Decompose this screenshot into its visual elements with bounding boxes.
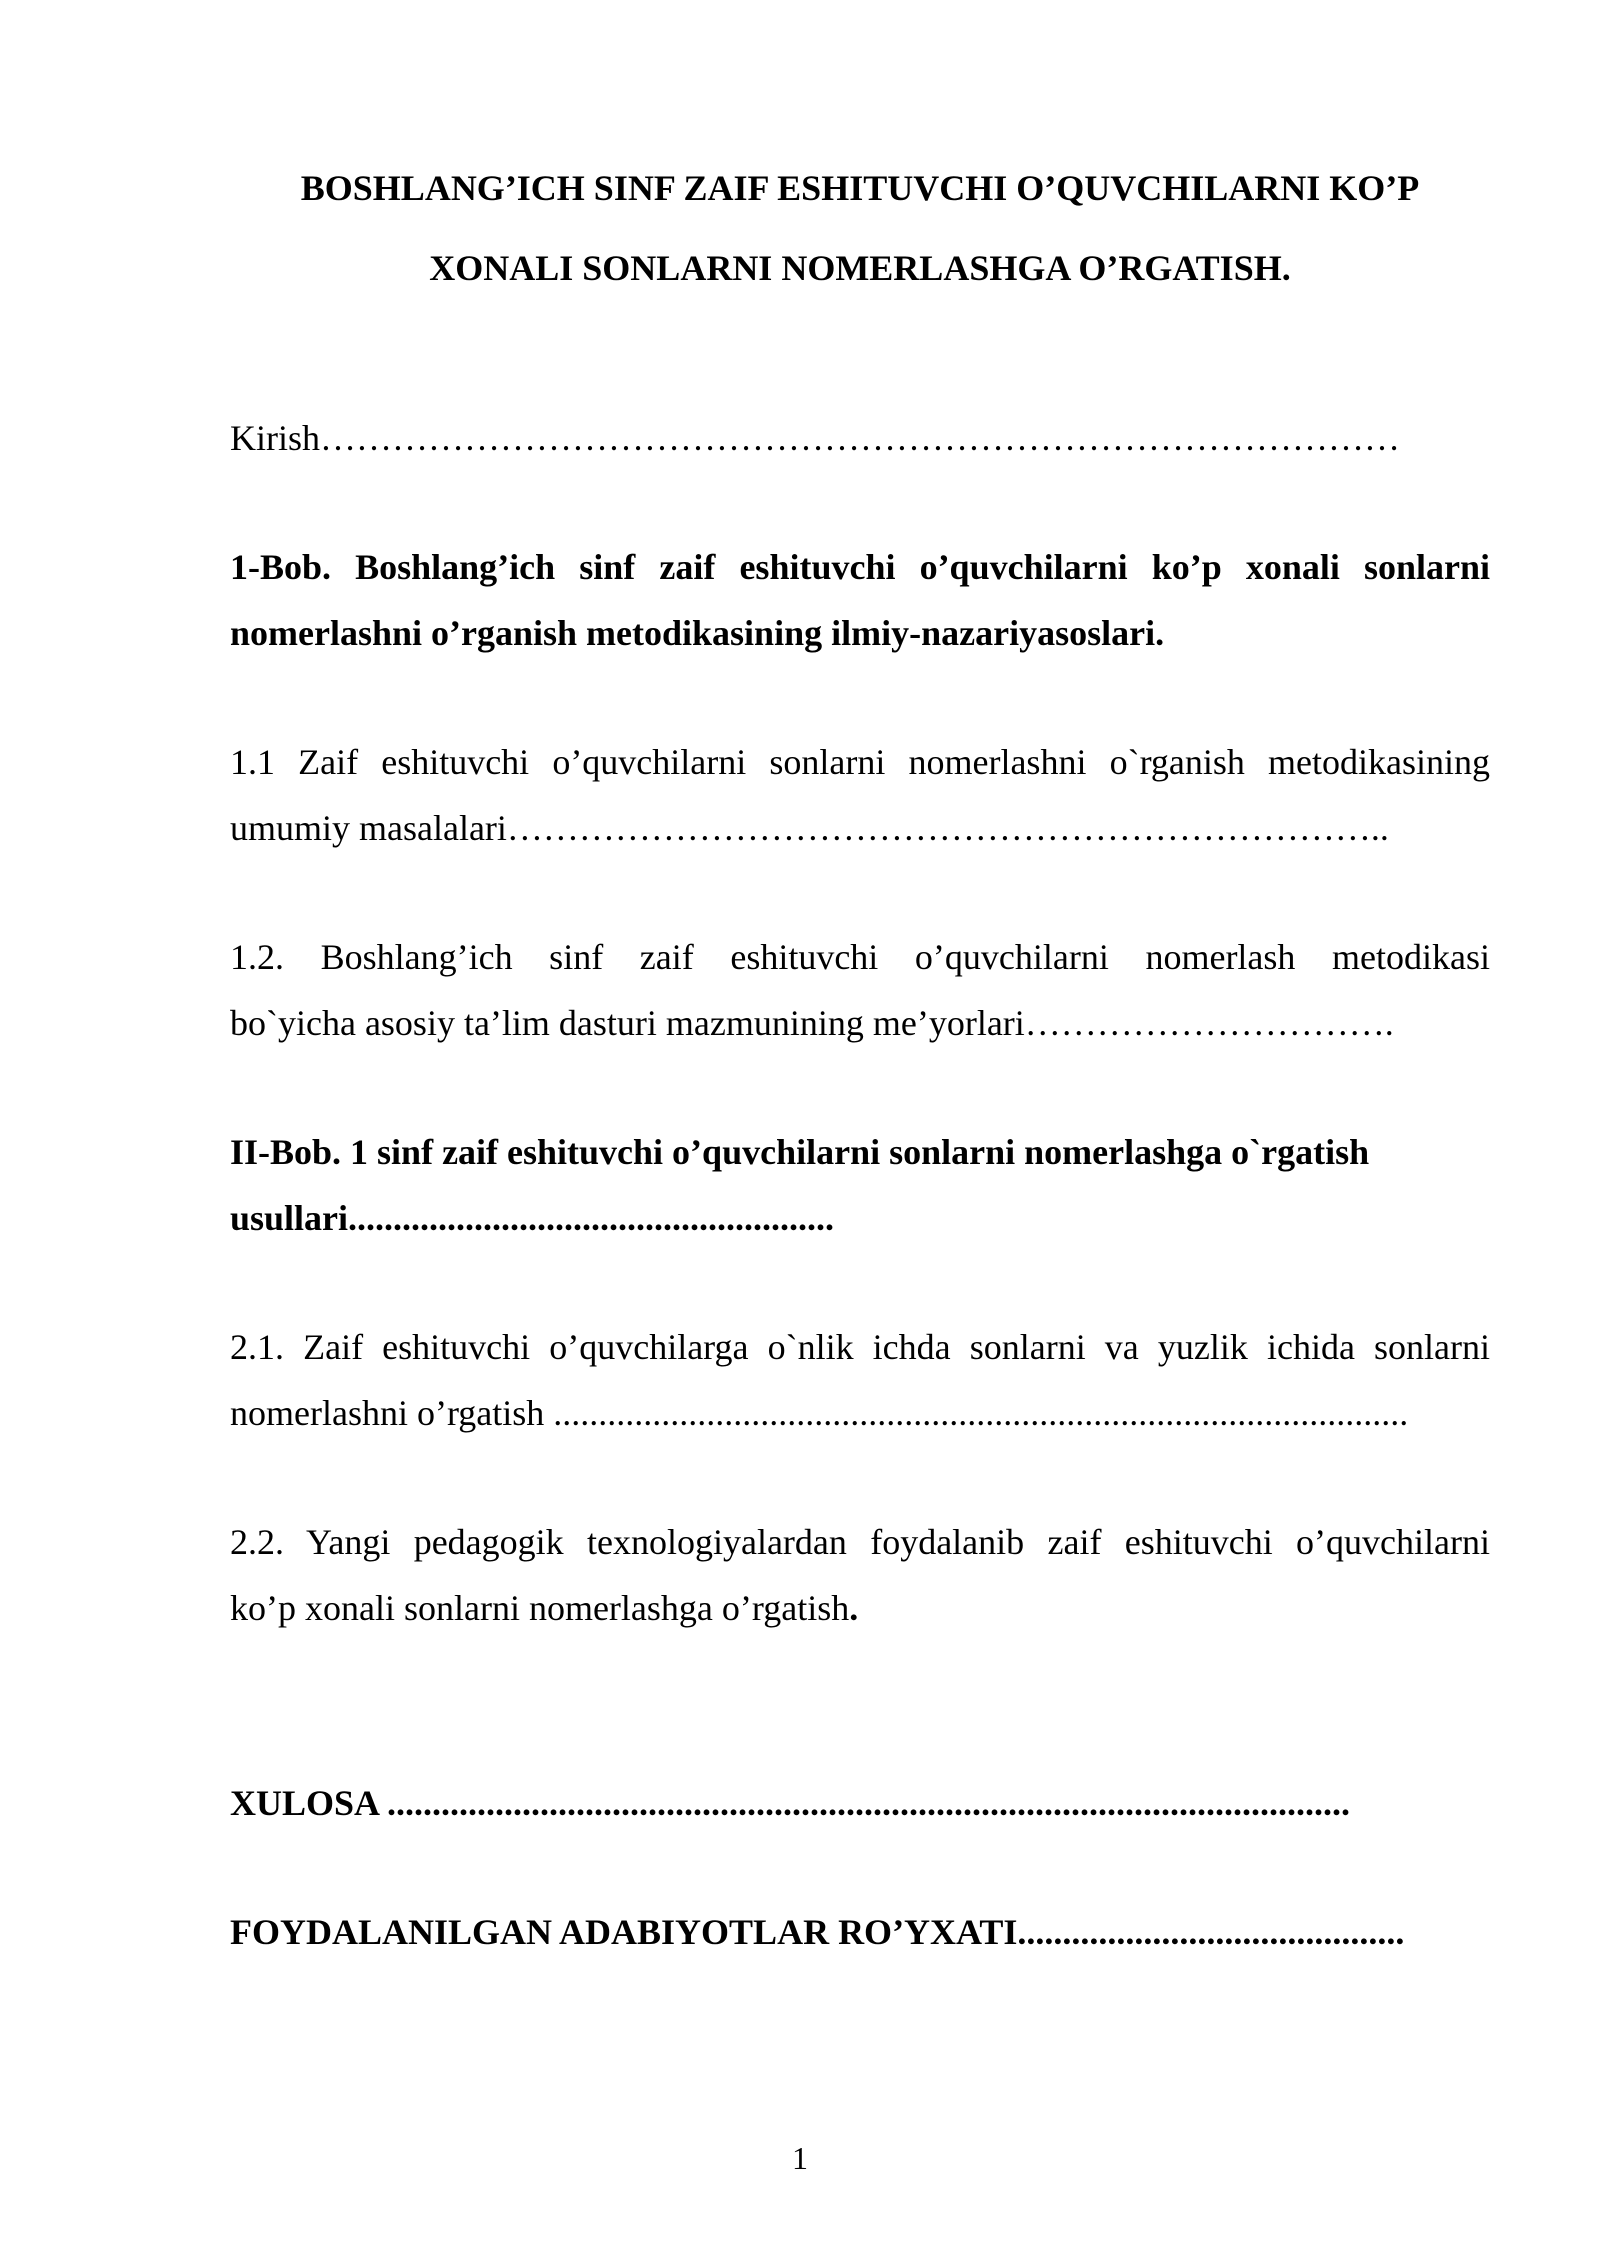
toc-2-1-line-2: nomerlashni o’rgatish ............................................................................................... (230, 1393, 1409, 1433)
toc-2-2-line-2-end: . (849, 1588, 859, 1628)
page-number: 1 (792, 2140, 808, 2176)
toc-entry-kirish (230, 405, 1490, 471)
toc-bob1-line-2: nomerlashni o’rganish metodikasining ilmiy-nazariyasoslari. (230, 613, 1165, 653)
toc-entry-1-2 (230, 924, 1490, 1056)
toc-adabiyotlar-text: FOYDALANILGAN ADABIYOTLAR RO’YXATI........................................... (230, 1912, 1405, 1952)
toc-2-2-line-1: 2.2. Yangi pedagogik texnologiyalardan foydalanib zaif eshituvchi o’quvchilarni (230, 1522, 1490, 1562)
toc-2-1-line-1: 2.1. Zaif eshituvchi o’quvchilarga o`nlik ichda sonlarni va yuzlik ichida sonlarni (230, 1327, 1490, 1367)
toc-entry-2-2 (230, 1509, 1490, 1641)
toc-entry-bob1 (230, 534, 1490, 666)
toc-2-2-line-2 (230, 1575, 1490, 1641)
toc-bob1-line-1: 1-Bob. Boshlang’ich sinf zaif eshituvchi o’quvchilarni ko’p xonali sonlarni (230, 547, 1490, 587)
document-title (230, 148, 1490, 308)
toc-entry-xulosa (230, 1770, 1490, 1836)
toc-entry-1-1 (230, 729, 1490, 861)
toc-1-2-line-1: 1.2. Boshlang’ich sinf zaif eshituvchi o’quvchilarni nomerlash metodikasi (230, 937, 1490, 977)
toc-bob2-line-1: II-Bob. 1 sinf zaif eshituvchi o’quvchilarni sonlarni nomerlashga o`rgatish (230, 1132, 1370, 1172)
toc-1-2-line-2: bo`yicha asosiy ta’lim dasturi mazmunining me’yorlari…………………………. (230, 1003, 1394, 1043)
toc-bob2-line-2: usullari...................................................... (230, 1198, 835, 1238)
title-line-2: XONALI SONLARNI NOMERLASHGA O’RGATISH. (429, 248, 1291, 288)
toc-1-1-line-1: 1.1 Zaif eshituvchi o’quvchilarni sonlarni nomerlashni o`rganish metodikasining (230, 742, 1490, 782)
toc-entry-bob2 (230, 1119, 1490, 1251)
title-line-1: BOSHLANG’ICH SINF ZAIF ESHITUVCHI O’QUVCHILARNI KO’P (300, 168, 1420, 208)
toc-kirish-text: Kirish……………………………………………………………………………… (230, 418, 1400, 458)
toc-2-2-line-2-text: ko’p xonali sonlarni nomerlashga o’rgatish (230, 1588, 850, 1628)
toc-entry-2-1 (230, 1314, 1490, 1446)
toc-xulosa-text: XULOSA ........................................................................................................... (230, 1783, 1351, 1823)
toc-1-1-line-2: umumiy masalalari……………………………………………………………….. (230, 808, 1389, 848)
toc-entry-adabiyotlar (230, 1899, 1490, 1965)
